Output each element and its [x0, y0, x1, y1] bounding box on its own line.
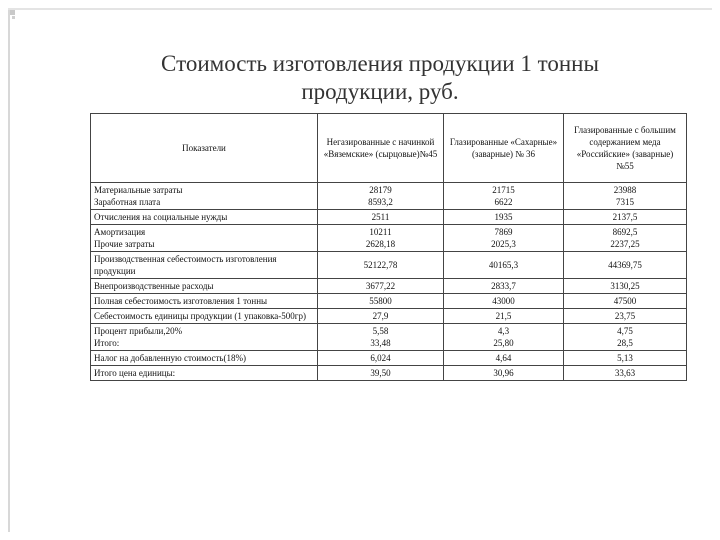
cell-value-line: 8593,2 — [368, 197, 393, 207]
row-label — [91, 210, 318, 225]
cell-value-line: 30,96 — [493, 368, 514, 378]
header-product-36: Глазированные «Сахарные» (заварные) № 36 — [444, 114, 564, 183]
cell-value — [444, 210, 564, 225]
row-label — [91, 252, 318, 279]
cost-table — [90, 113, 687, 381]
table-row — [91, 351, 687, 366]
cell-value-line: 4,75 — [617, 326, 633, 336]
cell-value — [444, 225, 564, 252]
cell-value-line: 4,3 — [497, 326, 510, 336]
cell-value — [444, 183, 564, 210]
cell-value-line: 23988 — [613, 185, 637, 195]
row-label — [91, 366, 318, 381]
row-label-line: Процент прибыли,20% — [94, 326, 183, 336]
row-label-line: Амортизация — [94, 227, 146, 237]
row-label-line: Прочие затраты — [94, 239, 155, 249]
cell-value-line: 55800 — [369, 296, 392, 306]
row-label-line: Отчисления на социальные нужды — [94, 212, 228, 222]
table-row — [91, 279, 687, 294]
cell-value-line: 6622 — [494, 197, 513, 207]
cell-value — [318, 225, 444, 252]
cell-value — [444, 279, 564, 294]
cell-value-line: 21715 — [492, 185, 515, 195]
cell-value — [444, 294, 564, 309]
cell-value-line: 7315 — [616, 197, 634, 207]
row-label-line: Себестоимость единицы продукции (1 упаковка-500гр) — [94, 311, 306, 321]
header-product-45: Негазированные с начинкой «Вяземские» (сырцовые)№45 — [318, 114, 444, 183]
table-row — [91, 210, 687, 225]
cell-value-line: 2237,25 — [610, 239, 640, 249]
cell-value-line: 1935 — [494, 212, 513, 222]
cell-value — [564, 351, 687, 366]
table-row — [91, 252, 687, 279]
cell-value — [444, 252, 564, 279]
row-label — [91, 309, 318, 324]
cell-value-line: 3130,25 — [610, 281, 640, 291]
cell-value-line: 33,63 — [614, 368, 636, 378]
row-label-line: Заработная плата — [94, 197, 161, 207]
cell-value-line: 7869 — [494, 227, 513, 237]
cell-value — [564, 366, 687, 381]
page-title-line-2: продукции, руб. — [301, 79, 459, 104]
cell-value — [318, 252, 444, 279]
cell-value — [564, 309, 687, 324]
header-row — [91, 114, 687, 183]
cell-value-line: 27,9 — [372, 311, 389, 321]
row-label — [91, 294, 318, 309]
cell-value-line: 6,024 — [370, 353, 391, 363]
row-label-line: Полная себестоимость изготовления 1 тонны — [94, 296, 268, 306]
cell-value — [564, 252, 687, 279]
table-row — [91, 294, 687, 309]
cell-value-line: 5,13 — [617, 353, 633, 363]
table-row — [91, 225, 687, 252]
corner-decoration-small — [12, 16, 15, 19]
cell-value — [444, 324, 564, 351]
cell-value-line: 40165,3 — [488, 260, 519, 270]
cell-value — [444, 309, 564, 324]
slide-top-border — [8, 8, 712, 10]
cell-value-line: 5,58 — [372, 326, 389, 336]
row-label-line: Внепроизводственные расходы — [94, 281, 214, 291]
row-label-line: Налог на добавленную стоимость(18%) — [94, 353, 247, 363]
cell-value — [318, 351, 444, 366]
row-label — [91, 351, 318, 366]
table-row — [91, 324, 687, 351]
cell-value-line: 2511 — [371, 212, 390, 222]
cell-value-line: 52122,78 — [363, 260, 398, 270]
cell-value-line: 25,80 — [493, 338, 514, 348]
cell-value — [564, 279, 687, 294]
cell-value-line: 33,48 — [370, 338, 391, 348]
cell-value — [564, 225, 687, 252]
cell-value-line: 3677,22 — [365, 281, 396, 291]
table-row — [91, 366, 687, 381]
cell-value-line: 23,75 — [614, 311, 636, 321]
row-label — [91, 324, 318, 351]
row-label-line: Материальные затраты — [94, 185, 183, 195]
cell-value — [564, 183, 687, 210]
cell-value — [318, 210, 444, 225]
row-label — [91, 183, 318, 210]
cell-value-line: 8692,5 — [612, 227, 638, 237]
table-row — [91, 183, 687, 210]
cell-value — [564, 210, 687, 225]
cell-value — [318, 366, 444, 381]
cell-value-line: 43000 — [492, 296, 515, 306]
cell-value — [444, 366, 564, 381]
page-title — [120, 50, 640, 106]
header-product-55: Глазированные с большим содержанием меда «Российские» (заварные) №55 — [564, 114, 687, 183]
row-label-line: Итого цена единицы: — [94, 368, 176, 378]
cell-value — [318, 279, 444, 294]
cell-value-line: 28179 — [369, 185, 392, 195]
page-title-line-1: Стоимость изготовления продукции 1 тонны — [161, 51, 599, 76]
cell-value — [318, 324, 444, 351]
cell-value — [564, 294, 687, 309]
cell-value-line: 39,50 — [370, 368, 391, 378]
cell-value — [318, 309, 444, 324]
cell-value-line: 2025,3 — [491, 239, 516, 249]
slide-left-border — [8, 8, 10, 532]
row-label — [91, 279, 318, 294]
cell-value — [318, 294, 444, 309]
cell-value-line: 28,5 — [617, 338, 633, 348]
cell-value-line: 47500 — [613, 296, 637, 306]
table-row — [91, 309, 687, 324]
cell-value-line: 2137,5 — [612, 212, 638, 222]
cell-value — [564, 324, 687, 351]
cell-value — [318, 183, 444, 210]
cell-value-line: 2833,7 — [491, 281, 516, 291]
row-label-line: Итого: — [94, 338, 120, 348]
cell-value — [444, 351, 564, 366]
cell-value-line: 21,5 — [495, 311, 512, 321]
cell-value-line: 4,64 — [495, 353, 512, 363]
cell-value-line: 10211 — [369, 227, 392, 237]
corner-decoration — [10, 10, 15, 15]
row-label-line: Производственная себестоимость изготовления продукции — [94, 254, 277, 276]
cell-value-line: 2628,18 — [365, 239, 396, 249]
row-label — [91, 225, 318, 252]
cell-value-line: 44369,75 — [608, 260, 642, 270]
header-indicators: Показатели — [91, 114, 318, 183]
